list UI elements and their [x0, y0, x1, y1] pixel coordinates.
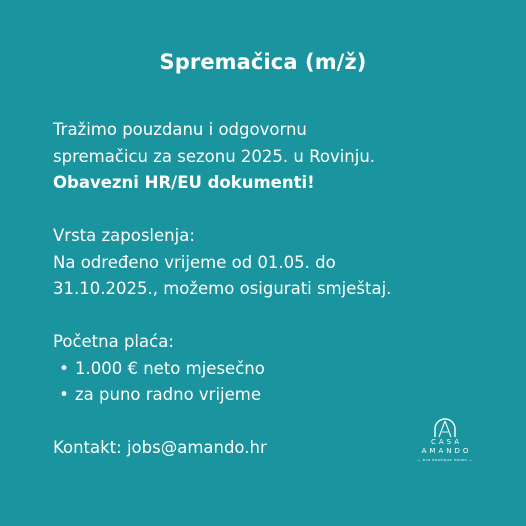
- logo-word-amando: AMANDO: [421, 447, 472, 455]
- contact-line: Kontakt: jobs@amando.hr: [53, 438, 267, 457]
- intro-line-1: Tražimo pouzdanu i odgovornu: [53, 120, 307, 139]
- employment-heading: Vrsta zaposlenja:: [53, 226, 195, 245]
- spacer: [53, 197, 493, 224]
- casa-amando-logo: [410, 418, 480, 478]
- page-title: Spremačica (m/ž): [159, 50, 367, 74]
- arch-icon: [432, 418, 458, 438]
- spacer: [53, 303, 493, 330]
- intro-line-2: spremačicu za sezonu 2025. u Rovinju.: [53, 146, 376, 166]
- logo-tagline: — eco boutique house —: [417, 458, 473, 462]
- documents-requirement: Obavezni HR/EU dokumenti!: [53, 173, 315, 192]
- salary-item: [53, 382, 493, 409]
- employment-line-2: 31.10.2025., možemo osigurati smještaj.: [53, 279, 392, 298]
- salary-item-text: za puno radno vrijeme: [75, 385, 262, 404]
- salary-heading: Početna plaća:: [53, 332, 174, 351]
- job-description: [53, 117, 493, 462]
- salary-item-text: 1.000 € neto mjesečno: [75, 358, 265, 378]
- bullet-icon: •: [59, 385, 69, 404]
- employment-line-1: Na određeno vrijeme od 01.05. do: [53, 252, 336, 272]
- logo-word-casa: CASA: [430, 438, 463, 446]
- bullet-icon: •: [59, 358, 69, 378]
- salary-item: [53, 356, 493, 383]
